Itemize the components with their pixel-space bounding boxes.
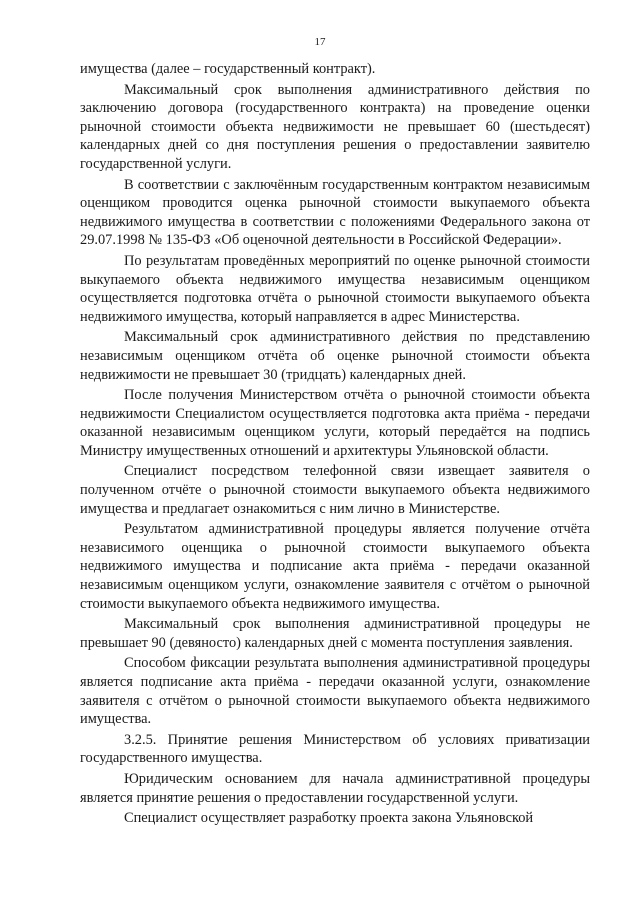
paragraph-3: В соответствии с заключённым государственным контрактом независимым оценщиком проводится оценка рыночной стоимости выкупаемого объекта недвижимого имущества в соответствии с положениями Федерального закона от 29.07.1998 № 135-ФЗ «Об оценочной деятельности в Российской Федерации».: [80, 176, 590, 249]
paragraph-12: Юридическим основанием для начала административной процедуры является принятие решения о предоставлении государственной услуги.: [80, 770, 590, 806]
paragraph-1: имущества (далее – государственный контракт).: [80, 61, 376, 77]
page-number: 17: [314, 36, 326, 48]
paragraph-10: Способом фиксации результата выполнения административной процедуры является подписание акта приёма - передачи оказанной услуги, ознакомление заявителя с отчётом о рыночной стоимости выкупаемого объекта недвижимого имущества.: [80, 655, 590, 728]
paragraph-4: По результатам проведённых мероприятий по оценке рыночной стоимости выкупаемого объекта недвижимого имущества независимым оценщиком осуществляется подготовка отчёта о рыночной стоимости выкупаемого объекта недвижимого имущества, который направляется в адрес Министерства.: [80, 252, 590, 325]
document-body: [80, 60, 590, 828]
paragraph-13: Специалист осуществляет разработку проекта закона Ульяновской: [124, 810, 534, 827]
paragraph-6: После получения Министерством отчёта о рыночной стоимости объекта недвижимости Специалистом осуществляется подготовка акта приёма - передачи оказанной независимым оценщиком услуги, который передаётся на подпись Министру имущественных отношений и архитектуры Ульяновской области.: [80, 387, 590, 459]
paragraph-9: Максимальный срок выполнения административной процедуры не превышает 90 (девяносто) календарных дней с момента поступления заявления.: [80, 616, 590, 651]
paragraph-5: Максимальный срок административного действия по представлению независимым оценщиком отчёта об оценке рыночной стоимости объекта недвижимости не превышает 30 (тридцать) календарных дней.: [80, 329, 590, 383]
section-heading-3-2-5: 3.2.5. Принятие решения Министерством об условиях приватизации государственного имущества.: [80, 731, 590, 767]
paragraph-8: Результатом административной процедуры является получение отчёта независимого оценщика о рыночной стоимости выкупаемого объекта недвижимого имущества и подписание акта приёма - передачи оказанной независимым оценщиком услуги, ознакомление заявителя с отчётом о рыночной стоимости выкупаемого объекта недвижимого имущества.: [80, 521, 590, 612]
paragraph-7: Специалист посредством телефонной связи извещает заявителя о полученном отчёте о рыночной стоимости выкупаемого объекта недвижимого имущества и предлагает ознакомиться с ним лично в Министерстве.: [80, 463, 590, 517]
paragraph-2: Максимальный срок выполнения административного действия по заключению договора (государственного контракта) на проведение оценки рыночной стоимости объекта недвижимости не превышает 60 (шестьдесят) календарных дней со дня поступления решения о предоставлении заявителю государственной услуги.: [80, 81, 590, 172]
